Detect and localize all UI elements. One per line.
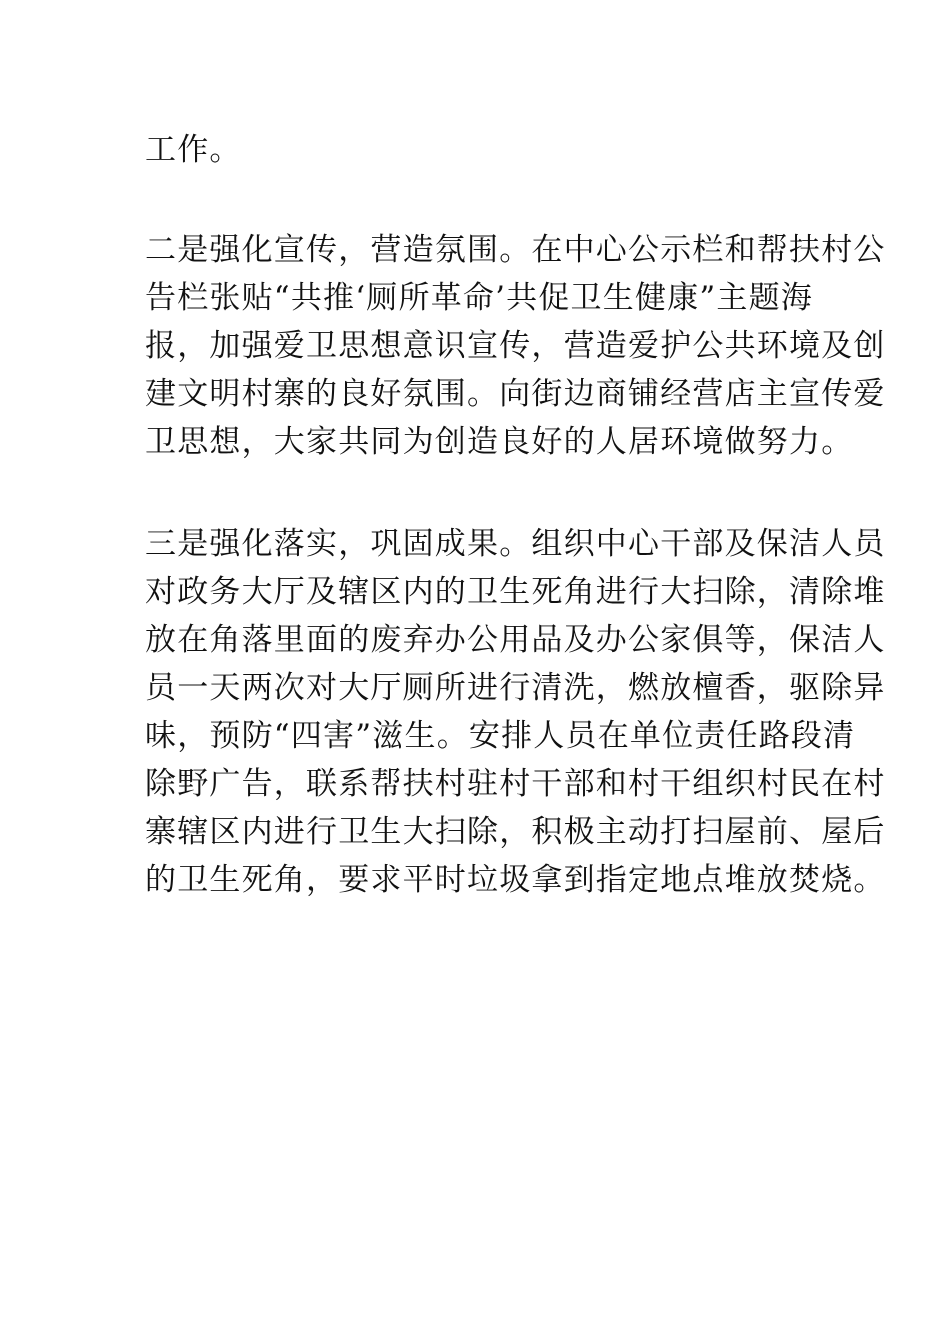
paragraph-implementation xyxy=(145,520,886,904)
text-line: 建文明村寨的良好氛围。向街边商铺经营店主宣传爱 xyxy=(145,376,886,412)
text-line: 二是强化宣传，营造氛围。在中心公示栏和帮扶村公 xyxy=(145,232,886,268)
paragraph-continuation xyxy=(145,126,810,174)
text-line: 对政务大厅及辖区内的卫生死角进行大扫除，清除堆 xyxy=(145,574,886,610)
text-line: 味，预防“四害”滋生。安排人员在单位责任路段清 xyxy=(145,718,856,754)
text-line: 工作。 xyxy=(145,132,242,168)
text-line: 卫思想，大家共同为创造良好的人居环境做努力。 xyxy=(145,424,854,460)
text-line: 除野广告，联系帮扶村驻村干部和村干组织村民在村 xyxy=(145,766,886,802)
text-line: 三是强化落实，巩固成果。组织中心干部及保洁人员 xyxy=(145,526,886,562)
text-line: 员一天两次对大厅厕所进行清洗，燃放檀香，驱除异 xyxy=(145,670,886,706)
text-line: 放在角落里面的废弃办公用品及办公家俱等，保洁人 xyxy=(145,622,886,658)
text-line: 报，加强爱卫思想意识宣传，营造爱护公共环境及创 xyxy=(145,328,886,364)
text-line: 告栏张贴“共推‘厕所革命’共促卫生健康”主题海 xyxy=(145,280,814,316)
text-line: 的卫生死角，要求平时垃圾拿到指定地点堆放焚烧。 xyxy=(145,862,886,898)
text-line: 寨辖区内进行卫生大扫除，积极主动打扫屋前、屋后 xyxy=(145,814,886,850)
paragraph-publicity xyxy=(145,226,886,466)
